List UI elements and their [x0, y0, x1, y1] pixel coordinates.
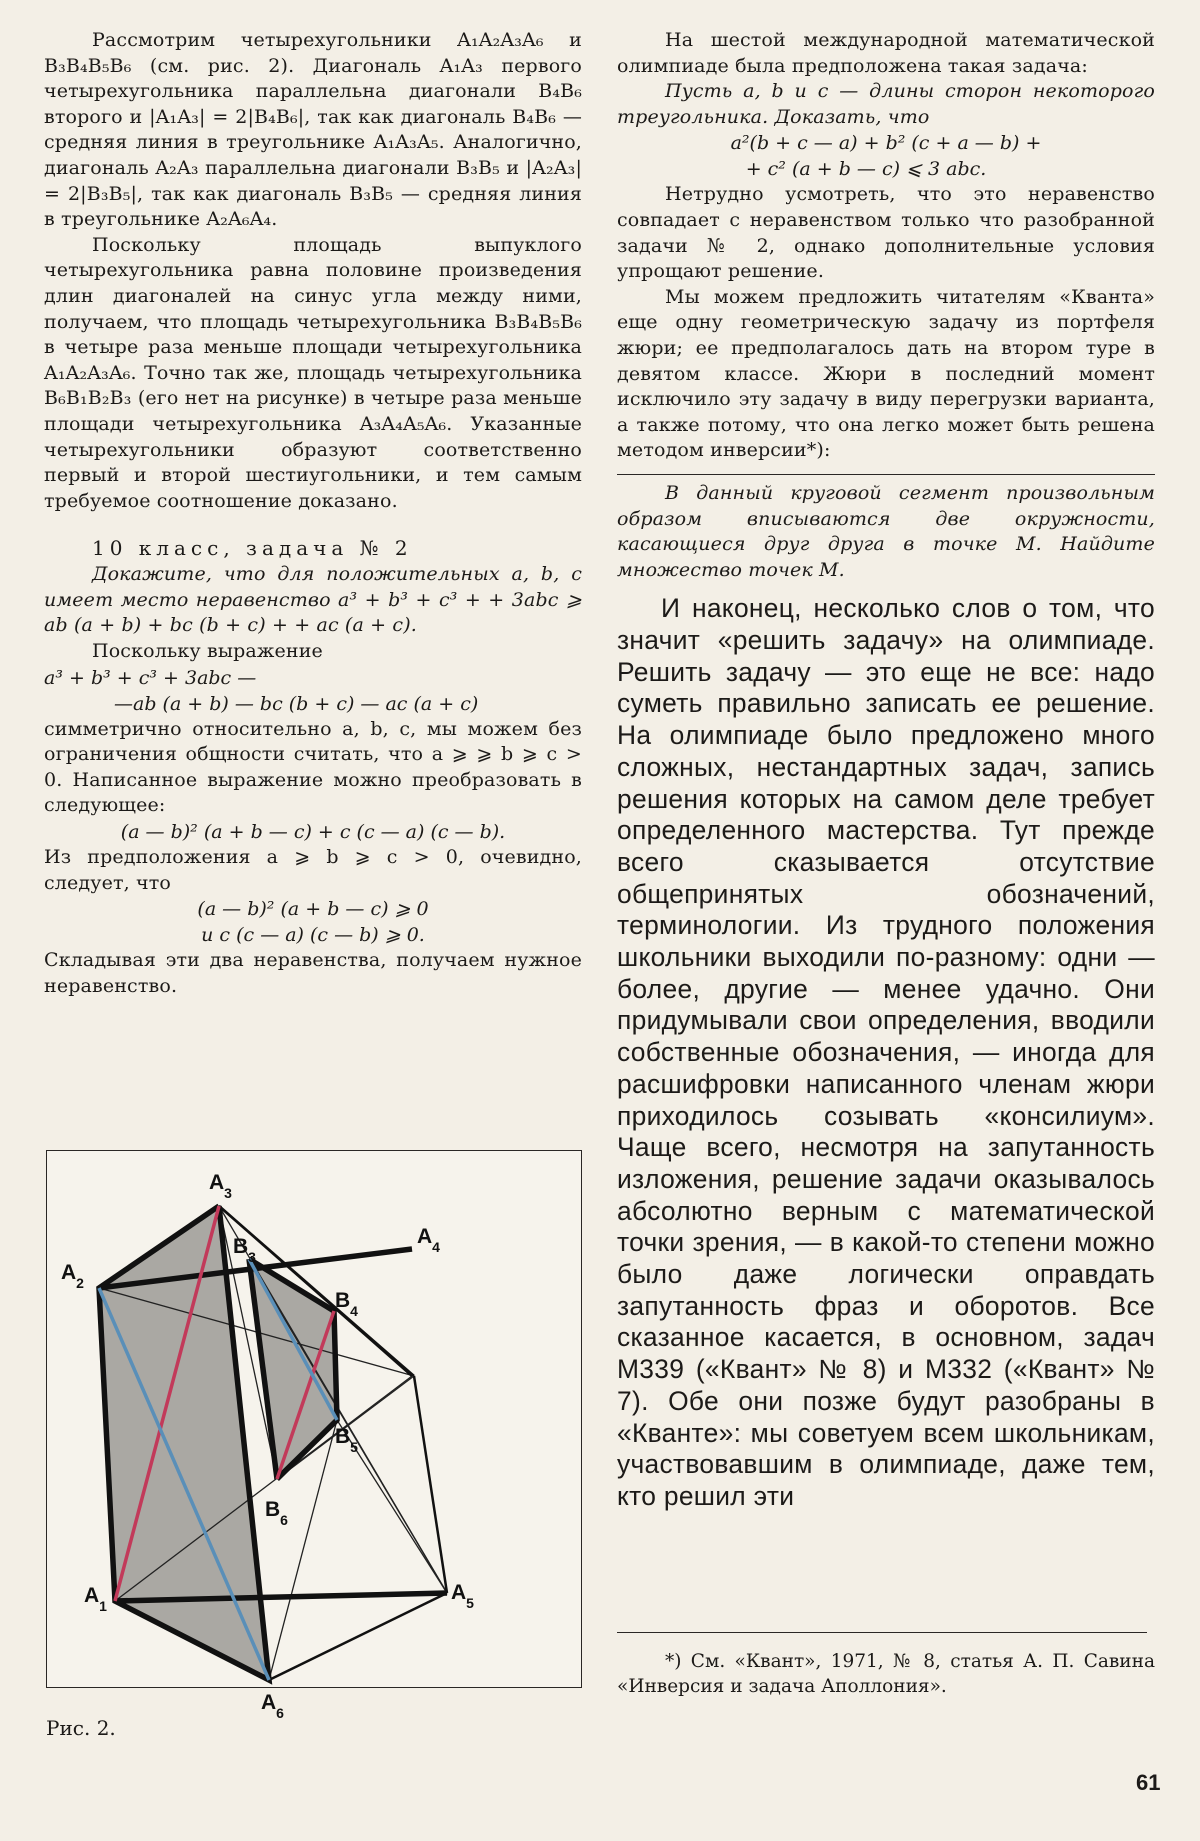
- footnote-divider: [617, 1632, 1147, 1633]
- formula: a³ + b³ + c³ + 3abc —: [44, 666, 257, 689]
- formula: (a — b)² (a + b — c) ⩾ 0: [197, 898, 429, 921]
- formula: + c² (a + b — c) ⩽ 3 abc.: [745, 158, 987, 181]
- left-column: [44, 28, 582, 999]
- paragraph: Нетрудно усмотреть, что это неравенство совпадает с неравенством только что разобранной задачи № 2, однако дополнительные условия упрощают решение.: [617, 183, 1155, 283]
- paragraph: На шестой международной математической олимпиаде была предположена такая задача:: [617, 29, 1155, 77]
- divider: [617, 474, 1155, 475]
- paragraph: Поскольку выражение: [92, 640, 323, 663]
- hexagon-diagram: [47, 1151, 581, 1721]
- label-b6: $B_6$: [265, 1498, 288, 1528]
- label-a6: $A_6$: [261, 1691, 284, 1721]
- label-b4: $B_4$: [335, 1289, 358, 1319]
- label-a2: $A_2$: [61, 1261, 84, 1291]
- section-heading: 10 класс, задача № 2: [92, 536, 413, 561]
- formula: и c (c — a) (c — b) ⩾ 0.: [201, 924, 425, 947]
- formula: (a — b)² (a + b — c) + c (c — a) (c — b).: [120, 821, 506, 844]
- paragraph: Рассмотрим четырехугольники A₁A₂A₃A₆ и B₃B₄B₅B₆ (см. рис. 2). Диагональ A₁A₃ первого четырехугольника параллельна диагонали B₄B₆ второго и |A₁A₃| = 2|B₄B₆|, так как диагональ B₄B₆ — средняя линия в треугольнике A₁A₃A₅. Аналогично, диагональ A₂A₃ параллельна диагонали B₃B₅ и |A₂A₃| = 2|B₃B₅|, так как диагональ B₃B₅ — средняя линия в треугольнике A₂A₆A₄.: [44, 29, 582, 231]
- footnote: *) См. «Квант», 1971, № 8, статья А. П. Савина «Инверсия и задача Аполлония».: [617, 1651, 1155, 1697]
- paragraph: симметрично относительно a, b, c, мы можем без ограничения общности считать, что a ⩾ ⩾ b ⩾ c > 0. Написанное выражение можно преобразовать в следующее:: [44, 717, 582, 817]
- label-b5: $B_5$: [335, 1425, 358, 1455]
- label-b3: $B_3$: [233, 1235, 256, 1265]
- problem-statement: Докажите, что для положительных a, b, c имеет место неравенство a³ + b³ + c³ + + 3abc ⩾ ab (a + b) + bc (b + c) + + ac (a + c).: [44, 563, 582, 637]
- label-a3: $A_3$: [209, 1171, 232, 1201]
- formula: a²(b + c — a) + b² (c + a — b) +: [730, 132, 1042, 155]
- figure-caption: Рис. 2.: [46, 1716, 116, 1740]
- page-number: 61: [1136, 1770, 1161, 1795]
- label-a4: $A_4$: [417, 1225, 440, 1255]
- paragraph: Поскольку площадь выпуклого четырехугольника равна половине произведения длин диагоналей на синус угла между ними, получаем, что площадь четырехугольника B₃B₄B₅B₆ в четыре раза меньше площади четырехугольника A₁A₂A₃A₆. Точно так же, площадь четырехугольника B₆B₁B₂B₃ (его нет на рисунке) в четыре раза меньше площади четырехугольника A₃A₄A₅A₆. Указанные четырехугольники образуют соответственно первый и второй шестиугольники, и тем самым требуемое соотношение доказано.: [44, 233, 582, 512]
- figure-hexagon: [46, 1150, 582, 1721]
- paragraph: Мы можем предложить читателям «Кванта» еще одну геометрическую задачу из портфеля жюри; ее предполагалось дать на втором туре в девятом классе. Жюри в последний момент исключило эту задачу в виду перегрузки варианта, а также потому, что она легко может быть решена методом инверсии*):: [617, 285, 1155, 462]
- label-a1: $A_1$: [84, 1584, 107, 1614]
- right-column: [617, 28, 1155, 1513]
- problem-statement: В данный круговой сегмент произвольным образом вписываются две окружности, касающиеся друг друга в точке M. Найдите множество точек M.: [617, 481, 1155, 581]
- formula: —ab (a + b) — bc (b + c) — ac (a + c): [114, 692, 479, 715]
- closing-paragraph: И наконец, несколько слов о том, что значит «решить задачу» на олимпиаде. Решить задачу — это еще не все: надо суметь правильно записать ее решение. На олимпиаде было предложено много сложных, нестандартных задач, запись решения которых на самом деле требует определенного мастерства. Тут прежде всего сказывается отсутствие общепринятых обозначений, терминологии. Из трудного положения школьники выходили по-разному: одни — более, другие — менее удачно. Они придумывали свои определения, вводили собственные обозначения, — иногда для расшифровки написанного членам жюри приходилось созывать «консилиум». Чаще всего, несмотря на запутанность изложения, решение задачи оказывалось абсолютно верным с математической точки зрения, — в какой-то степени можно было даже логически оправдать запутанность фраз и оборотов. Все сказанное касается, в основном, задач М339 («Квант» № 8) и М332 («Квант» № 7). Обе они позже будут разобраны в «Кванте»: мы советуем всем школьникам, участвовавшим в олимпиаде, даже тем, кто решил эти: [617, 593, 1155, 1511]
- problem-statement: Пусть a, b и c — длины сторон некоторого треугольника. Доказать, что: [617, 80, 1155, 128]
- paragraph: Складывая эти два неравенства, получаем нужное неравенство.: [44, 949, 582, 997]
- label-a5: $A_5$: [451, 1581, 474, 1611]
- paragraph: Из предположения a ⩾ b ⩾ c > 0, очевидно, следует, что: [44, 846, 582, 894]
